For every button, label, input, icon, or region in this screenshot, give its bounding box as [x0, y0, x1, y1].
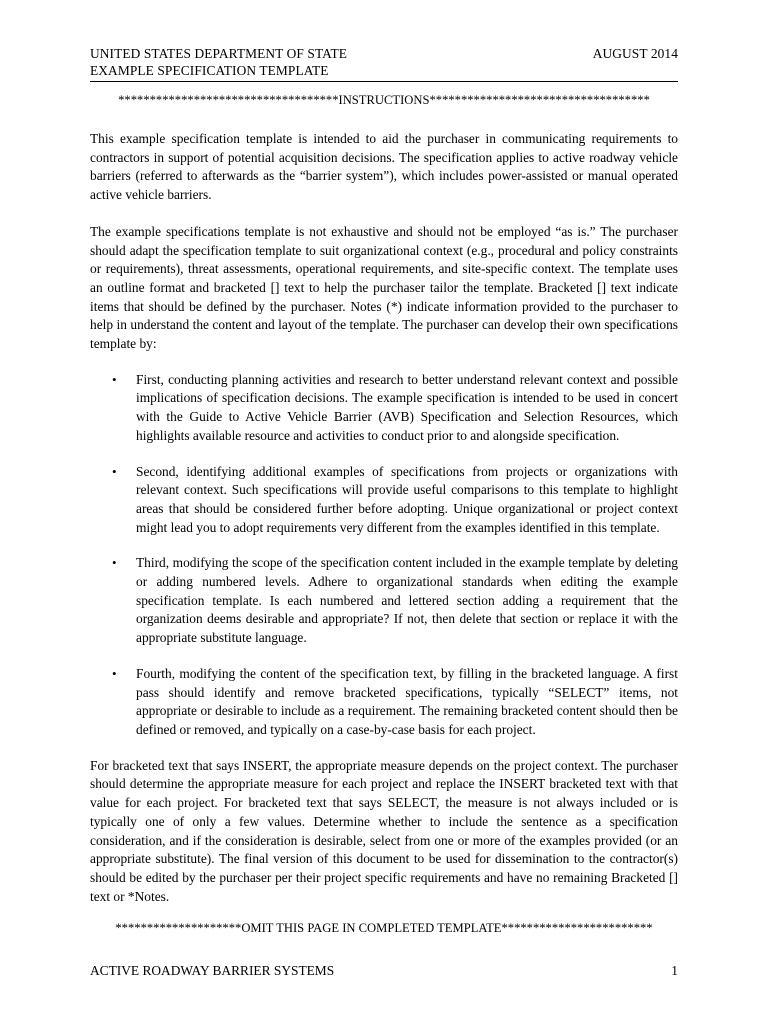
closing-paragraph: For bracketed text that says INSERT, the appropriate measure depends on the project context. The purchaser should determine the appropriate measure for each project and replace the INSERT bracketed text with that value for each project. For bracketed text that says SELECT, the measure is not always included or is typically one of only a few values. Determine whether to include the sentence as a specification consideration, and if the consideration is desirable, select from one or more of the examples provided (or an appropriate substitute). The final version of this document to be used for dissemination to the contractor(s) should be edited by the purchaser per their project specific requirements and have no remaining Bracketed [] text or *Notes. [90, 757, 678, 904]
list-item [90, 665, 678, 740]
page-number: 1 [671, 963, 678, 978]
list-item-text: Fourth, modifying the content of the specification text, by filling in the bracketed language. A first pass should identify and remove bracketed specifications, typically “SELECT” items, not appropriate or desirable to include as a requirement. The remaining bracketed content should then be defined or removed, and typically on a case-by-case basis for each project. [136, 665, 678, 737]
list-item [90, 554, 678, 648]
bullet-icon: • [112, 665, 117, 681]
header-doc-title: EXAMPLE SPECIFICATION TEMPLATE [90, 63, 329, 78]
footer-title: ACTIVE ROADWAY BARRIER SYSTEMS [90, 963, 335, 978]
steps-list [90, 371, 678, 740]
list-item-text: Third, modifying the scope of the specification content included in the example template by deleting or adding numbered levels. Adhere to organizational standards when editing the example specification template. Is each numbered and lettered section adding a requirement that the organization deems desirable and appropriate? If not, then delete that section or replace it with the appropriate substitute language. [136, 555, 678, 646]
instructions-banner: ***********************************INSTRUCTIONS*********************************** [118, 93, 650, 107]
bullet-icon: • [112, 463, 117, 479]
bullet-icon: • [112, 371, 117, 387]
header-second-row [90, 62, 678, 79]
intro-paragraph-1: This example specification template is intended to aid the purchaser in communicating requirements to contractors in support of potential acquisition decisions. The specification applies to active roadway vehicle barriers (referred to afterwards as the “barrier system”), which includes power-assisted or manual operated active vehicle barriers. [90, 131, 678, 203]
list-item-text: First, conducting planning activities and research to better understand relevant context and possible implications of specification decisions. The example specification is intended to be used in concert with the Guide to Active Vehicle Barrier (AVB) Specification and Selection Resources, which highlights available resource and activities to conduct prior to and alongside specification. [136, 371, 678, 443]
omit-banner: ********************OMIT THIS PAGE IN COMPLETED TEMPLATE************************ [115, 921, 653, 936]
header-top-row [90, 45, 678, 62]
page-footer [90, 962, 678, 979]
list-item [90, 371, 678, 446]
list-item [90, 463, 678, 538]
header-divider [90, 81, 678, 82]
header-date: AUGUST 2014 [592, 46, 678, 61]
list-item-text: Second, identifying additional examples of specifications from projects or organizations with relevant context. Such specifications will provide useful comparisons to this template to highlight areas that should be considered further before adopting. Unique organizational or project context might lead you to adopt requirements very different from the examples identified in this template. [136, 463, 678, 535]
header-org: UNITED STATES DEPARTMENT OF STATE [90, 46, 348, 61]
document-page [90, 45, 678, 936]
bullet-icon: • [112, 555, 117, 571]
intro-paragraph-2: The example specifications template is not exhaustive and should not be employed “as is.” The purchaser should adapt the specification template to suit organizational context (e.g., procedural and policy constraints or requirements), threat assessments, operational requirements, and site-specific context. The template uses an outline format and bracketed [] text to help the purchaser tailor the template. Bracketed [] text indicate items that should be defined by the purchaser. Notes (*) indicate information provided to the purchaser to help in understand the content and layout of the template. The purchaser can develop their own specifications template by: [90, 223, 678, 352]
